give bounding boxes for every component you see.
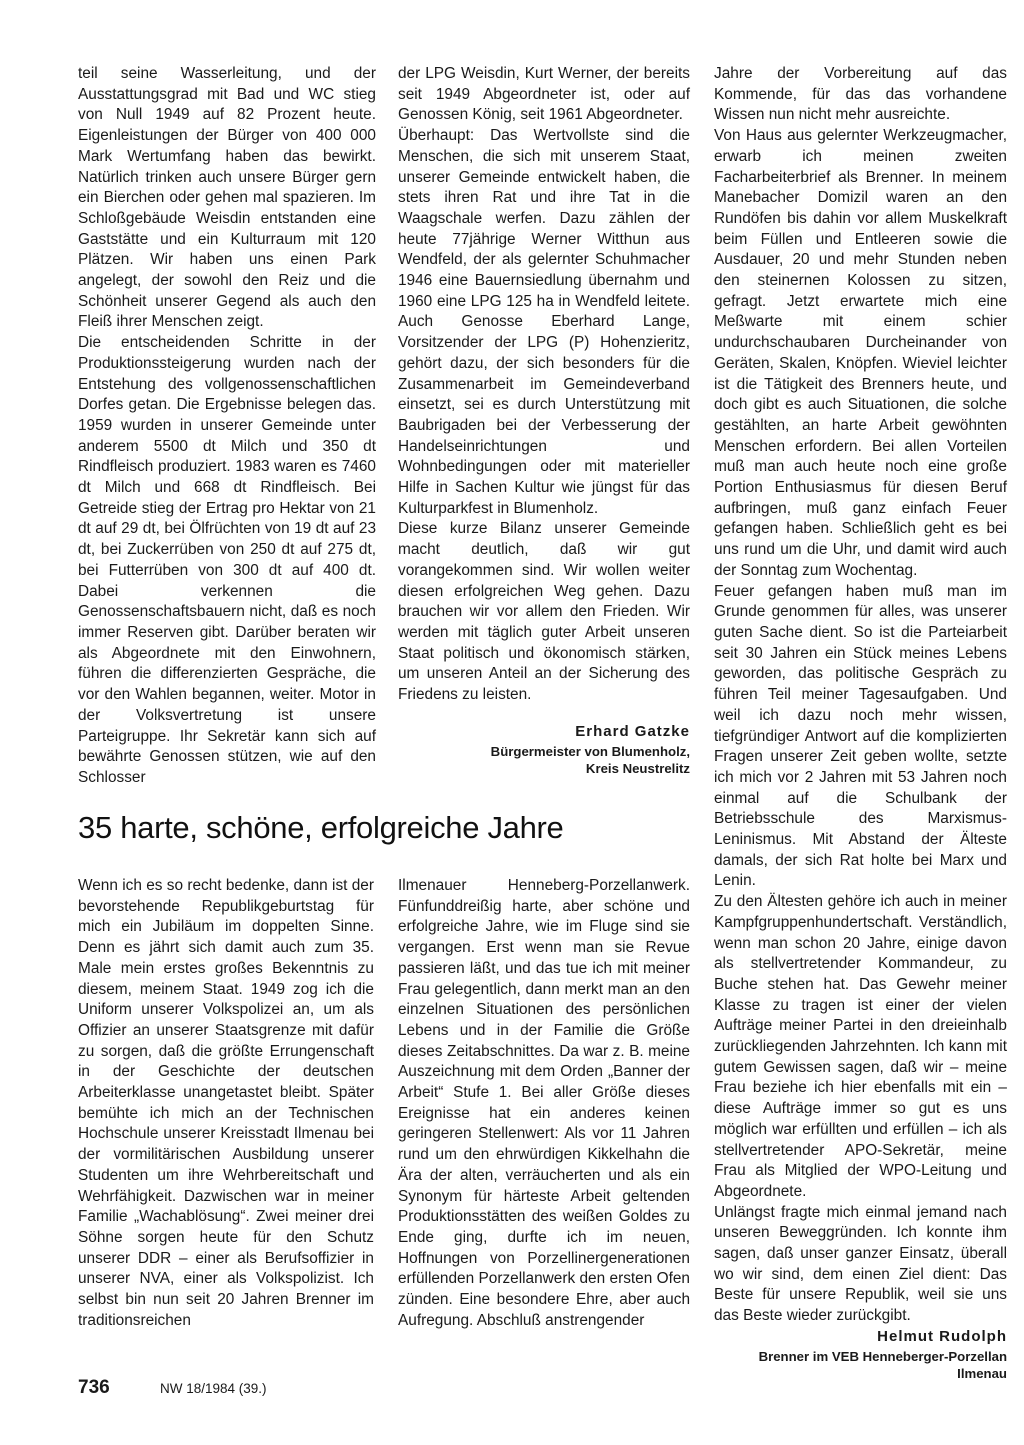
paragraph: Überhaupt: Das Wertvollste sind die Menschen, die sich mit unserem Staat, unserer Gemeinde entwickelt haben, die stets ihren Rat und ihre Tat in die Waagschale werfen. Dazu zählen der heute 77jährige Werner Witthun aus Wendfeld, der als gelernter Schuhmacher 1946 eine Bauernsiedlung übernahm und 1960 eine LPG 125 ha in Wendfeld leitete. Auch Genosse Eberhard Lange, Vorsitzender der LPG (P) Hohenzieritz, gehört dazu, der sich besonders für die Zusammenarbeit im Gemeindeverband einsetzt, sei es durch Unterstützung mit Baubrigaden bei der Verbesserung der Handelseinrichtungen und Wohnbedingungen oder mit materieller Hilfe in Sachen Kultur wie jüngst für das Kulturparkfest in Blumenholz. [398,127,690,517]
paragraph: Wenn ich es so recht bedenke, dann ist der bevorstehende Republikgeburtstag für mich ein Jubiläum im doppelten Sinne. Denn es jährt sich damit auch zum 35. Male mein erstes großes Bekenntnis zu diesem, meinem Staat. 1949 zog ich die Uniform unserer Volkspolizei an, um als Offizier an unserer Staatsgrenze mit dafür zu sorgen, daß die größte Errungenschaft in der Geschichte der deutschen Arbeiterklasse unangetastet bleibt. Später bemühte ich mich an der Technischen Hochschule unserer Kreisstadt Ilmenau bei der vormilitärischen Ausbildung unserer Studenten um ihre Wehrbereitschaft und Wehrfähigkeit. Dazwischen war in meiner Familie „Wachablösung“. Zwei meiner drei Söhne sorgen heute für den Schutz unserer DDR – einer als Berufsoffizier in unserer NVA, einer als Volkspolizist. Ich selbst bin nun seit 20 Jahren Brenner im traditionsreichen [78,877,374,1329]
article1-column-2 [398,64,690,777]
paragraph: teil seine Wasserleitung, und der Ausstattungsgrad mit Bad und WC stieg von Null 1949 auf 82 Prozent heute. Eigenleistungen der Bürger von 400 000 Mark Wertumfang haben das bewirkt. Natürlich trinken auch unsere Bürger gern ein Bierchen oder gehen mal spazieren. Im Schloßgebäude Weisdin entstanden eine Gaststätte und ein Kulturraum mit 120 Plätzen. Wir haben uns einen Park angelegt, der sowohl den Reiz und die Schönheit unserer Gegend als auch den Fleiß ihrer Menschen zeigt. [78,65,376,331]
page-footer [78,1377,478,1401]
paragraph: Feuer gefangen haben muß man im Grunde genommen für alles, was unserer guten Sache dient. So ist die Parteiarbeit seit 30 Jahren ein Stück meines Lebens geworden, das politische Gespräch zu führen Teil meiner Tagesaufgaben. Und weil ich dazu noch mehr wissen, tiefgründiger Antwort auf die komplizierten Fragen unserer Zeit geben wollte, setzte ich mich vor 2 Jahren mit 53 Jahren noch einmal auf die Schulbank der Betriebsschule des Marxismus-Leninismus. Mit Abstand der Älteste damals, der sich Rat holte bei Marx und Lenin. [714,582,1007,890]
article2-column-3 [714,64,1007,1382]
issue-reference: NW 18/1984 (39.) [160,1381,267,1396]
author-name: Helmut Rudolph [877,1327,1007,1345]
paragraph: Von Haus aus gelernter Werkzeugmacher, erwarb ich meinen zweiten Facharbeiterbrief als Brenner. In meinem Manebacher Domizil waren an den Rundöfen bis dahin vor allem Muskelkraft beim Füllen und Entleeren sowie die Ausdauer, 20 und mehr Stunden neben den steinernen Kolossen zu sitzen, gefragt. Jetzt erwartete mich eine Meßwarte mit einem schier undurchschaubaren Durcheinander von Geräten, Skalen, Knöpfen. Wieviel leichter ist die Tätigkeit des Brenners heute, und doch gibt es auch Situationen, die solche gestählten, an harte Arbeit gewöhnten Menschen erfordern. Bei allen Vorteilen muß man auch heute noch eine große Portion Enthusiasmus für diesen Beruf aufbringen, muß ganz einfach Feuer gefangen haben. Schließlich geht es bei uns rund um die Uhr, und damit wird auch der Sonntag zum Wochentag. [714,127,1007,579]
paragraph: Unlängst fragte mich einmal jemand nach unseren Beweggründen. Ich konnte ihm sagen, daß unser ganzer Einsatz, überall wo wir sind, dem einen Ziel dient: Das Beste für unsere Republik, weil sie uns das Beste wieder zurückgibt. [714,1203,1007,1325]
article2-column-1 [78,876,374,1331]
paragraph: Jahre der Vorbereitung auf das Kommende, für das das vorhandene Wissen nun nicht mehr ausreichte. [714,65,1007,124]
article2-column-2 [398,876,690,1331]
paragraph: Die entscheidenden Schritte in der Produktionssteigerung wurden nach der Entstehung des vollgenossenschaftlichen Dorfes getan. Die Ergebnisse belegen das. 1959 wurden in unserer Gemeinde unter anderem 5500 dt Milch und 350 dt Rindfleisch produziert. 1983 waren es 7460 dt Milch und 668 dt Rindfleisch. Bei Getreide stieg der Ertrag pro Hektar von 21 dt auf 29 dt, bei Ölfrüchten von 19 dt auf 23 dt, bei Zuckerrüben von 250 dt auf 275 dt, bei Futterrüben von 300 dt auf 400 dt. Dabei verkennen die Genossenschaftsbauern nicht, daß es noch immer Reserven gibt. Darüber beraten wir als Abgeordnete mit den Einwohnern, führen die differenzierten Gespräche, die vor den Wahlen begannen, weiter. Motor in der Volksvertretung ist unsere Parteigruppe. Ihr Sekretär kann sich auf bewährte Genossen stützen, wie auf den Schlosser [78,334,376,786]
paragraph: Diese kurze Bilanz unserer Gemeinde macht deutlich, daß wir gut vorangekommen sind. Wir wollen weiter diesen erfolgreichen Weg gehen. Dazu brauchen wir vor allem den Frieden. Wir werden mit täglich guter Arbeit unseren Staat politisch und ökonomisch stärken, um unseren Anteil an der Sicherung des Friedens zu leisten. [398,520,690,704]
paragraph: Ilmenauer Henneberg-Porzellanwerk. Fünfunddreißig harte, aber schöne und erfolgreiche Jahre, wie im Fluge sind sie vergangen. Erst wenn man sie Revue passieren läßt, und das tue ich mit meiner Frau gelegentlich, dann merkt man an den einzelnen Situationen des persönlichen Lebens und in der Familie die Größe dieses Zeitabschnittes. Da war z. B. meine Auszeichnung mit dem Orden „Banner der Arbeit“ Stufe 1. Bei aller Größe dieses Ereignisse hat ein anderes keinen geringeren Stellenwert: Als vor 11 Jahren rund um den ehrwürdigen Kikkelhahn die Ära der alten, verräucherten und als ein Synonym für härteste Arbeit geltenden Produktionsstätten des weißen Goldes zu Ende ging, durfte ich im neuen, Hoffnungen von Porzellinergenerationen erfüllenden Porzellanwerk den ersten Ofen zünden. Eine besondere Ehre, aber auch Aufregung. Abschluß anstrengender [398,877,690,1329]
paragraph: Zu den Ältesten gehöre ich auch in meiner Kampfgruppenhundertschaft. Verständlich, wenn man schon 20 Jahre, einige davon als stellvertretender Kommandeur, zu Buche stehen hat. Das Gewehr meiner Klasse zu tragen ist einer der vielen Aufträge meiner Partei in den dreieinhalb zurückliegenden Jahrzehnten. Ich kann mit gutem Gewissen sagen, daß wir – meine Frau beziehe ich hier ebenfalls mit ein – diese Aufträge immer so gut es uns möglich war erfüllten und erfüllen – ich als stellvertretender APO-Sekretär, meine Frau als Mitglied der WPO-Leitung und Abgeordnete. [714,893,1007,1200]
author-role-line-1: Brenner im VEB Henneberger-Porzellan [758,1348,1007,1364]
author-name: Erhard Gatzke [575,722,690,740]
page-number: 736 [78,1377,110,1398]
paragraph: der LPG Weisdin, Kurt Werner, der bereits seit 1949 Abgeordneter ist, oder auf Genossen König, seit 1961 Abgeordneter. [398,65,690,124]
article1-column-1 [78,64,376,789]
author-role-line-2: Kreis Neustrelitz [585,760,690,776]
author-role-line-2: Ilmenau [957,1365,1007,1381]
author-role-line-1: Bürgermeister von Blumenholz, [490,743,690,759]
article-headline: 35 harte, schöne, erfolgreiche Jahre [78,810,564,845]
